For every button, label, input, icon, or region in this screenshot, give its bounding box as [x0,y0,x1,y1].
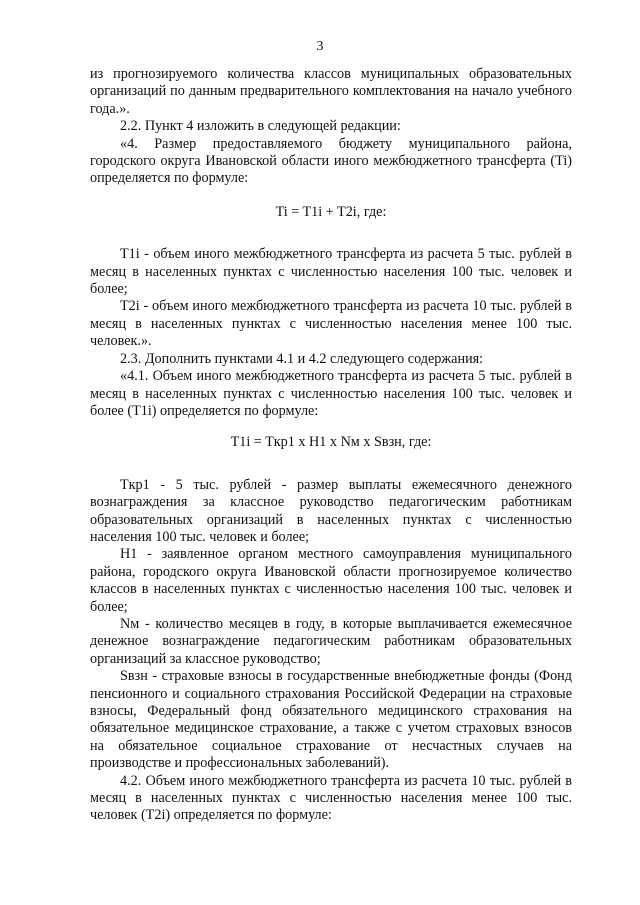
page-number: 3 [316,39,324,54]
paragraph-clause-4-2: 4.2. Объем иного межбюджетного трансферта из расчета 10 тыс. рублей в месяц в населенных пунктах с численностью населения менее 100 тыс. человек (T2i) определяется по формуле: [90,772,572,824]
definition-tkr1: Tкр1 - 5 тыс. рублей - размер выплаты ежемесячного денежного вознаграждения за классное руководство педагогическим работникам образовательных организаций в населенных пунктах с численностью населения 100 тыс. человек и более; [90,476,572,545]
document-body [90,66,572,825]
paragraph-clause-4-1: «4.1. Объем иного межбюджетного трансферта из расчета 5 тыс. рублей в месяц в населенных пунктах с численностью населения 100 тыс. человек и более (T1i) определяется по формуле: [90,368,572,419]
formula-t1i: T1i = Tкр1 x H1 x Nм x Sвзн, где: [230,434,432,451]
definition-t1i: T1i - объем иного межбюджетного трансферта из расчета 5 тыс. рублей в месяц в населенных пунктах с численностью населения 100 тыс. человек и более; [90,246,572,298]
definition-nm: Nм - количество месяцев в году, в которые выплачивается ежемесячное денежное вознаграждение педагогическим работникам образовательных организаций за классное руководство; [90,615,572,667]
definition-t2i: T2i - объем иного межбюджетного трансферта из расчета 10 тыс. рублей в месяц в населенных пунктах с численностью населения менее 100 тыс. человек.». [90,298,572,350]
definition-h1: H1 - заявленное органом местного самоуправления муниципального района, городского округа Ивановской области прогнозируемое количество классов в населенных пунктах с численностью населения 100 тыс. человек и более; [90,546,572,615]
paragraph-continuation: из прогнозируемого количества классов муниципальных образовательных организаций по данным предварительного комплектования на начало учебного года.». [90,66,572,117]
paragraph-2-2: 2.2. Пункт 4 изложить в следующей редакции: [120,118,401,135]
paragraph-2-3: 2.3. Дополнить пунктами 4.1 и 4.2 следующего содержания: [120,350,484,367]
paragraph-clause-4: «4. Размер предоставляемого бюджету муниципального района, городского округа Ивановской области иного межбюджетного трансферта (Ti) определяется по формуле: [90,135,572,187]
definition-svzn: Sвзн - страховые взносы в государственные внебюджетные фонды (Фонд пенсионного и социального страхования Российской Федерации на страховые взносы, Федеральный фонд обязательного медицинского страхования на обязательное медицинское страхование, а также с учетом страховых взносов на обязательное социальное страхование от несчастных случаев на производстве и профессиональных заболеваний). [90,668,572,772]
formula-ti: Ti = T1i + T2i, где: [275,203,387,220]
